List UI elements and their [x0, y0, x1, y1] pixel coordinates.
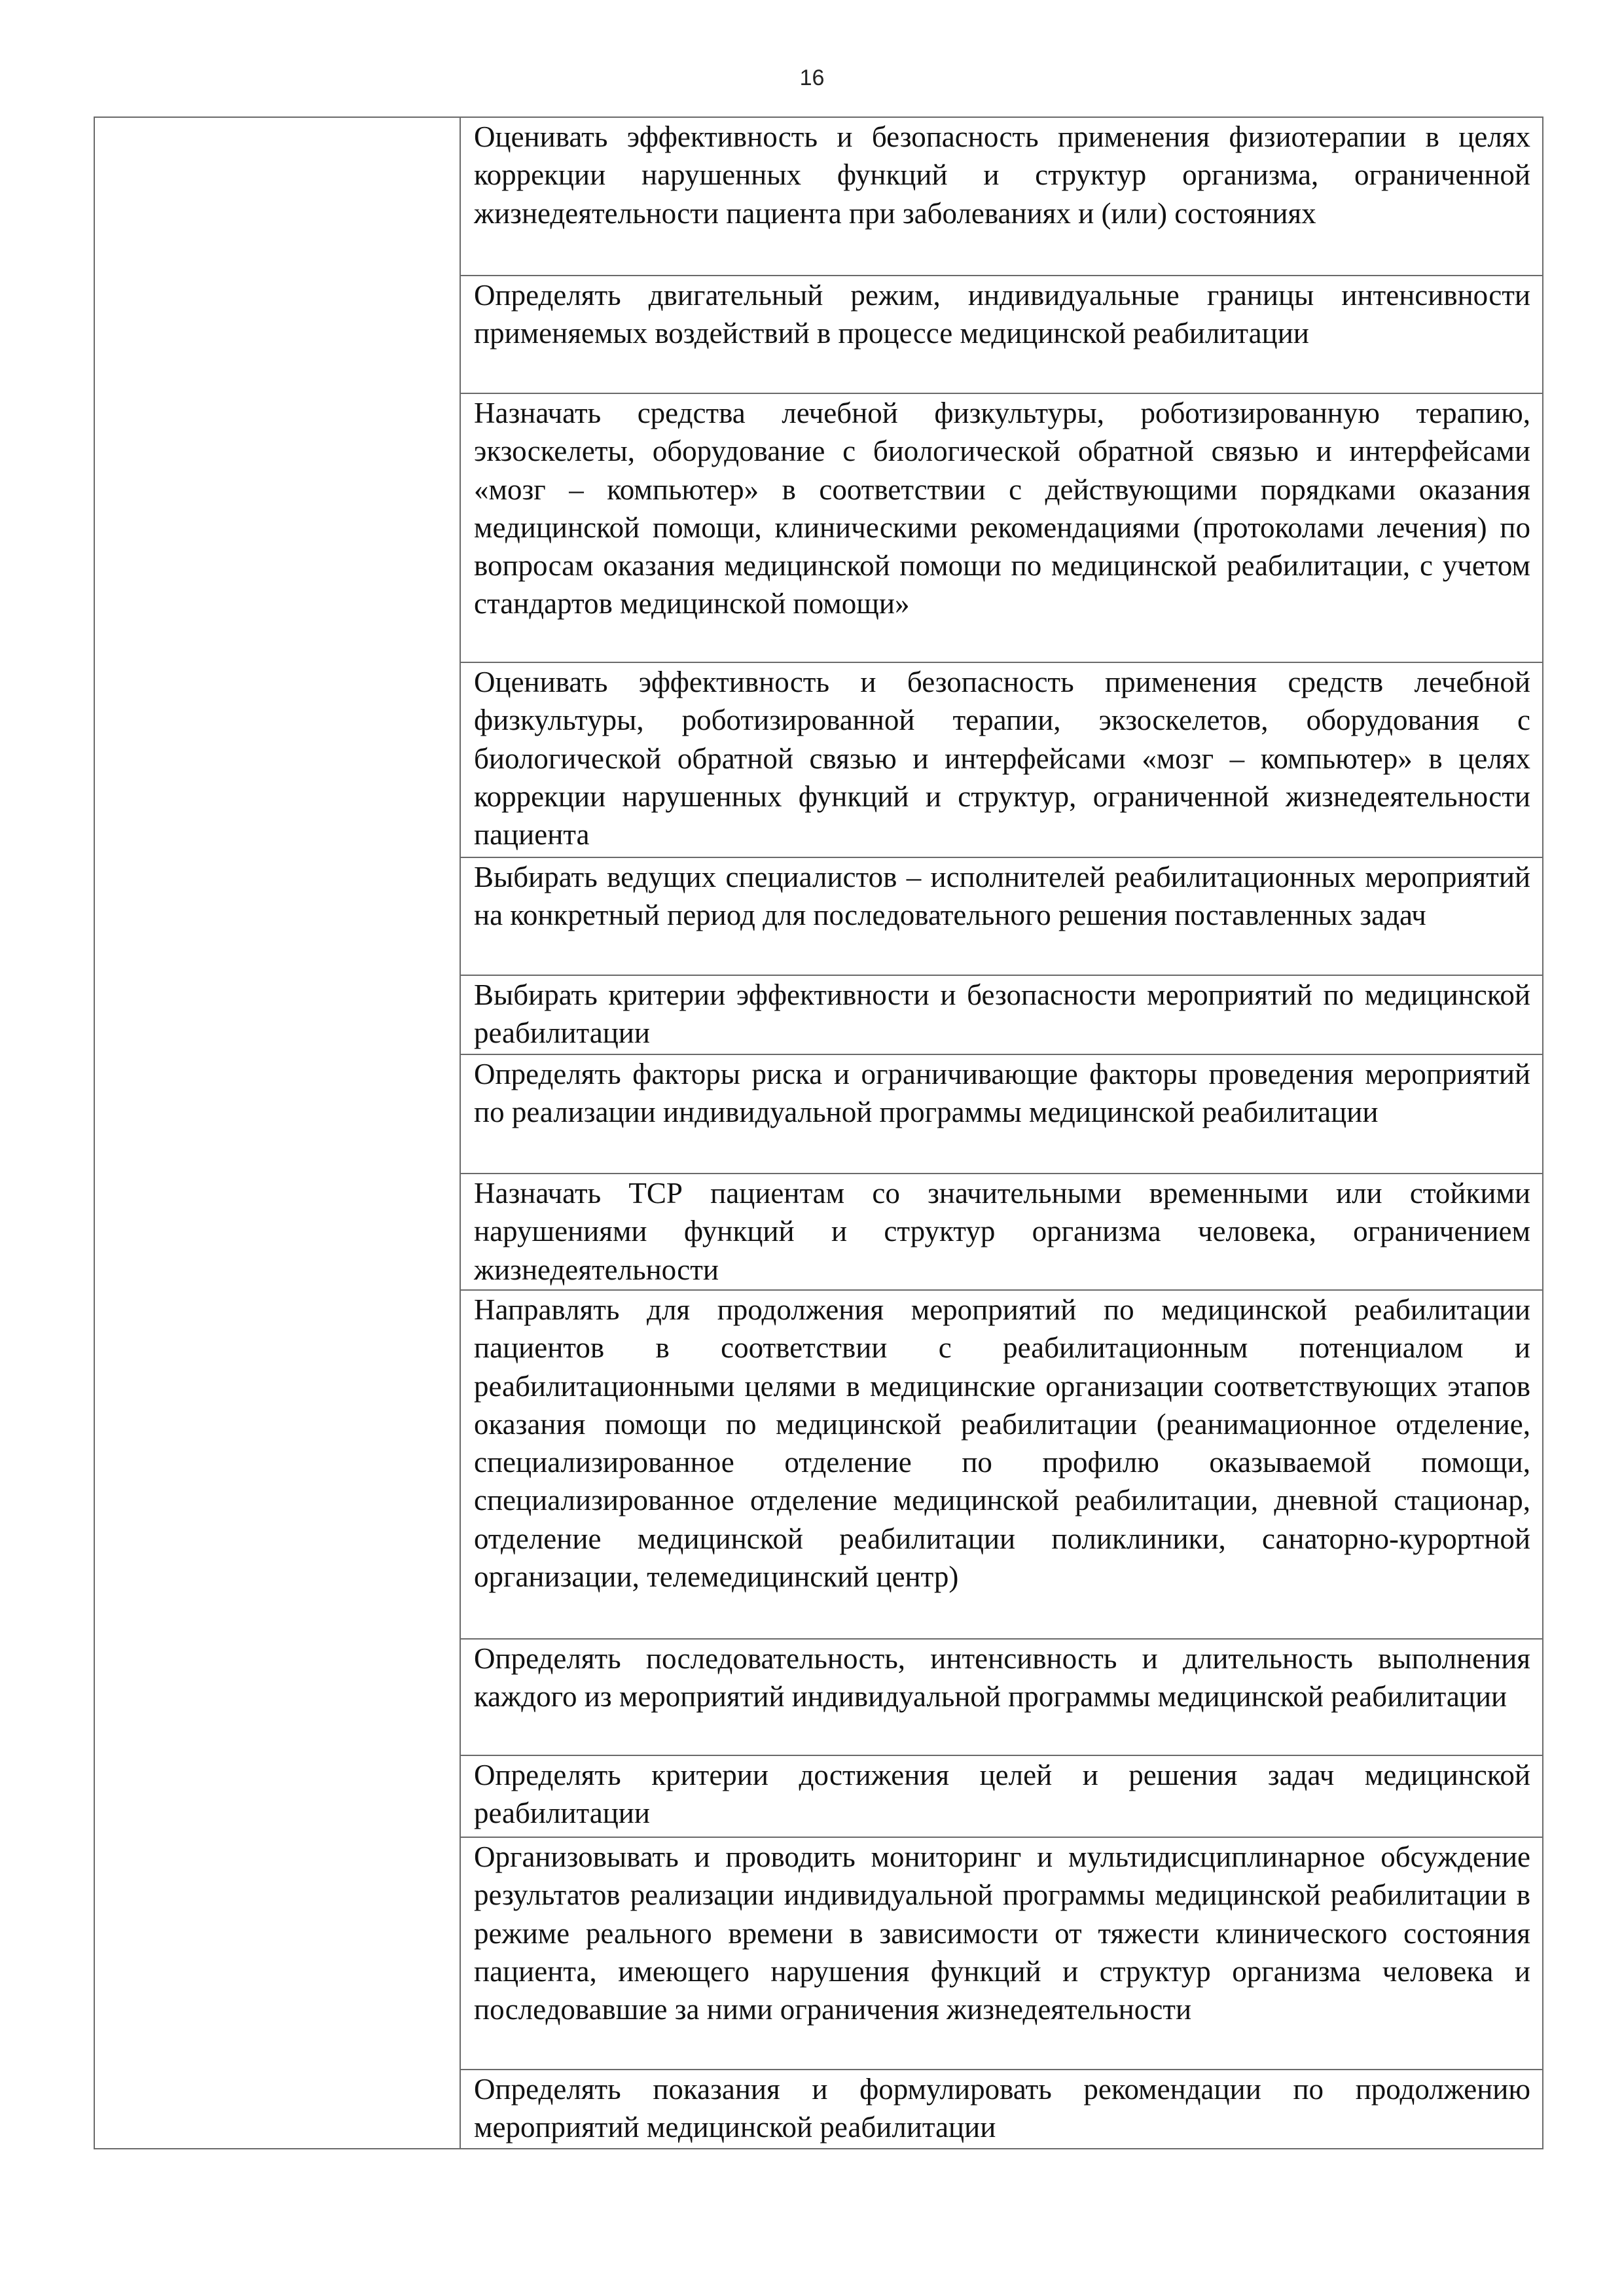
table-cell [460, 1755, 1543, 1837]
table-cell [460, 1054, 1543, 1174]
left-empty-cell [94, 117, 460, 2149]
row-text: Организовывать и проводить мониторинг и мультидисциплинарное обсуждение результатов реализации индивидуальной программы медицинской реабилитации в режиме реального времени в зависимости от тяжести клинического состояния пациента, имеющего нарушения функций и структур организма человека и последовавшие за ними ограничения жизнедеятельности [474, 1840, 1530, 2026]
row-text: Назначать ТСР пациентам со значительными временными или стойкими нарушениями функций и структур организма человека, ограничением жизнедеятельности [474, 1177, 1530, 1286]
row-text: Определять двигательный режим, индивидуальные границы интенсивности применяемых воздействий в процессе медицинской реабилитации [474, 279, 1530, 350]
table-cell [460, 857, 1543, 975]
table-cell [460, 1290, 1543, 1639]
row-text: Назначать средства лечебной физкультуры, роботизированную терапию, экзоскелеты, оборудование с биологической обратной связью и интерфейсами «мозг – компьютер» в соответствии с действующими порядками оказания медицинской помощи, клиническими рекомендациями (протоколами лечения) по вопросам оказания медицинской помощи по медицинской реабилитации, с учетом стандартов медицинской помощи» [474, 397, 1530, 620]
row-text: Определять последовательность, интенсивность и длительность выполнения каждого из мероприятий индивидуальной программы медицинской реабилитации [474, 1642, 1530, 1713]
table-cell [460, 276, 1543, 393]
row-text: Направлять для продолжения мероприятий по медицинской реабилитации пациентов в соответствии с реабилитационным потенциалом и реабилитационными целями в медицинские организации соответствующих этапов оказания помощи по медицинской реабилитации (реанимационное отделение, специализированное отделение по профилю оказываемой помощи, специализированное отделение медицинской реабилитации, дневной стационар, отделение медицинской реабилитации поликлиники, санаторно-курортной организации, телемедицинский центр) [474, 1293, 1530, 1594]
table-cell [460, 1639, 1543, 1755]
row-text: Оценивать эффективность и безопасность применения физиотерапии в целях коррекции нарушенных функций и структур организма, ограниченной жизнедеятельности пациента при заболеваниях и (или) состояниях [474, 120, 1530, 230]
row-text: Определять критерии достижения целей и решения задач медицинской реабилитации [474, 1759, 1530, 1830]
table-row [94, 117, 1543, 276]
row-text: Определять показания и формулировать рекомендации по продолжению мероприятий медицинской реабилитации [474, 2073, 1530, 2144]
row-text: Оценивать эффективность и безопасность применения средств лечебной физкультуры, роботизированной терапии, экзоскелетов, оборудования с биологической обратной связью и интерфейсами «мозг – компьютер» в целях коррекции нарушенных функций и структур, ограниченной жизнедеятельности пациента [474, 666, 1530, 852]
table-cell [460, 1837, 1543, 2070]
table-cell [460, 2070, 1543, 2149]
row-text: Выбирать критерии эффективности и безопасности мероприятий по медицинской реабилитации [474, 978, 1530, 1050]
table-cell [460, 975, 1543, 1054]
skills-table [94, 117, 1543, 2149]
table-cell [460, 117, 1543, 276]
table-cell [460, 662, 1543, 857]
page-number: 16 [799, 65, 825, 90]
row-text: Определять факторы риска и ограничивающие факторы проведения мероприятий по реализации индивидуальной программы медицинской реабилитации [474, 1058, 1530, 1129]
row-text: Выбирать ведущих специалистов – исполнителей реабилитационных мероприятий на конкретный период для последовательного решения поставленных задач [474, 861, 1530, 932]
table-cell [460, 393, 1543, 662]
table-cell [460, 1174, 1543, 1290]
